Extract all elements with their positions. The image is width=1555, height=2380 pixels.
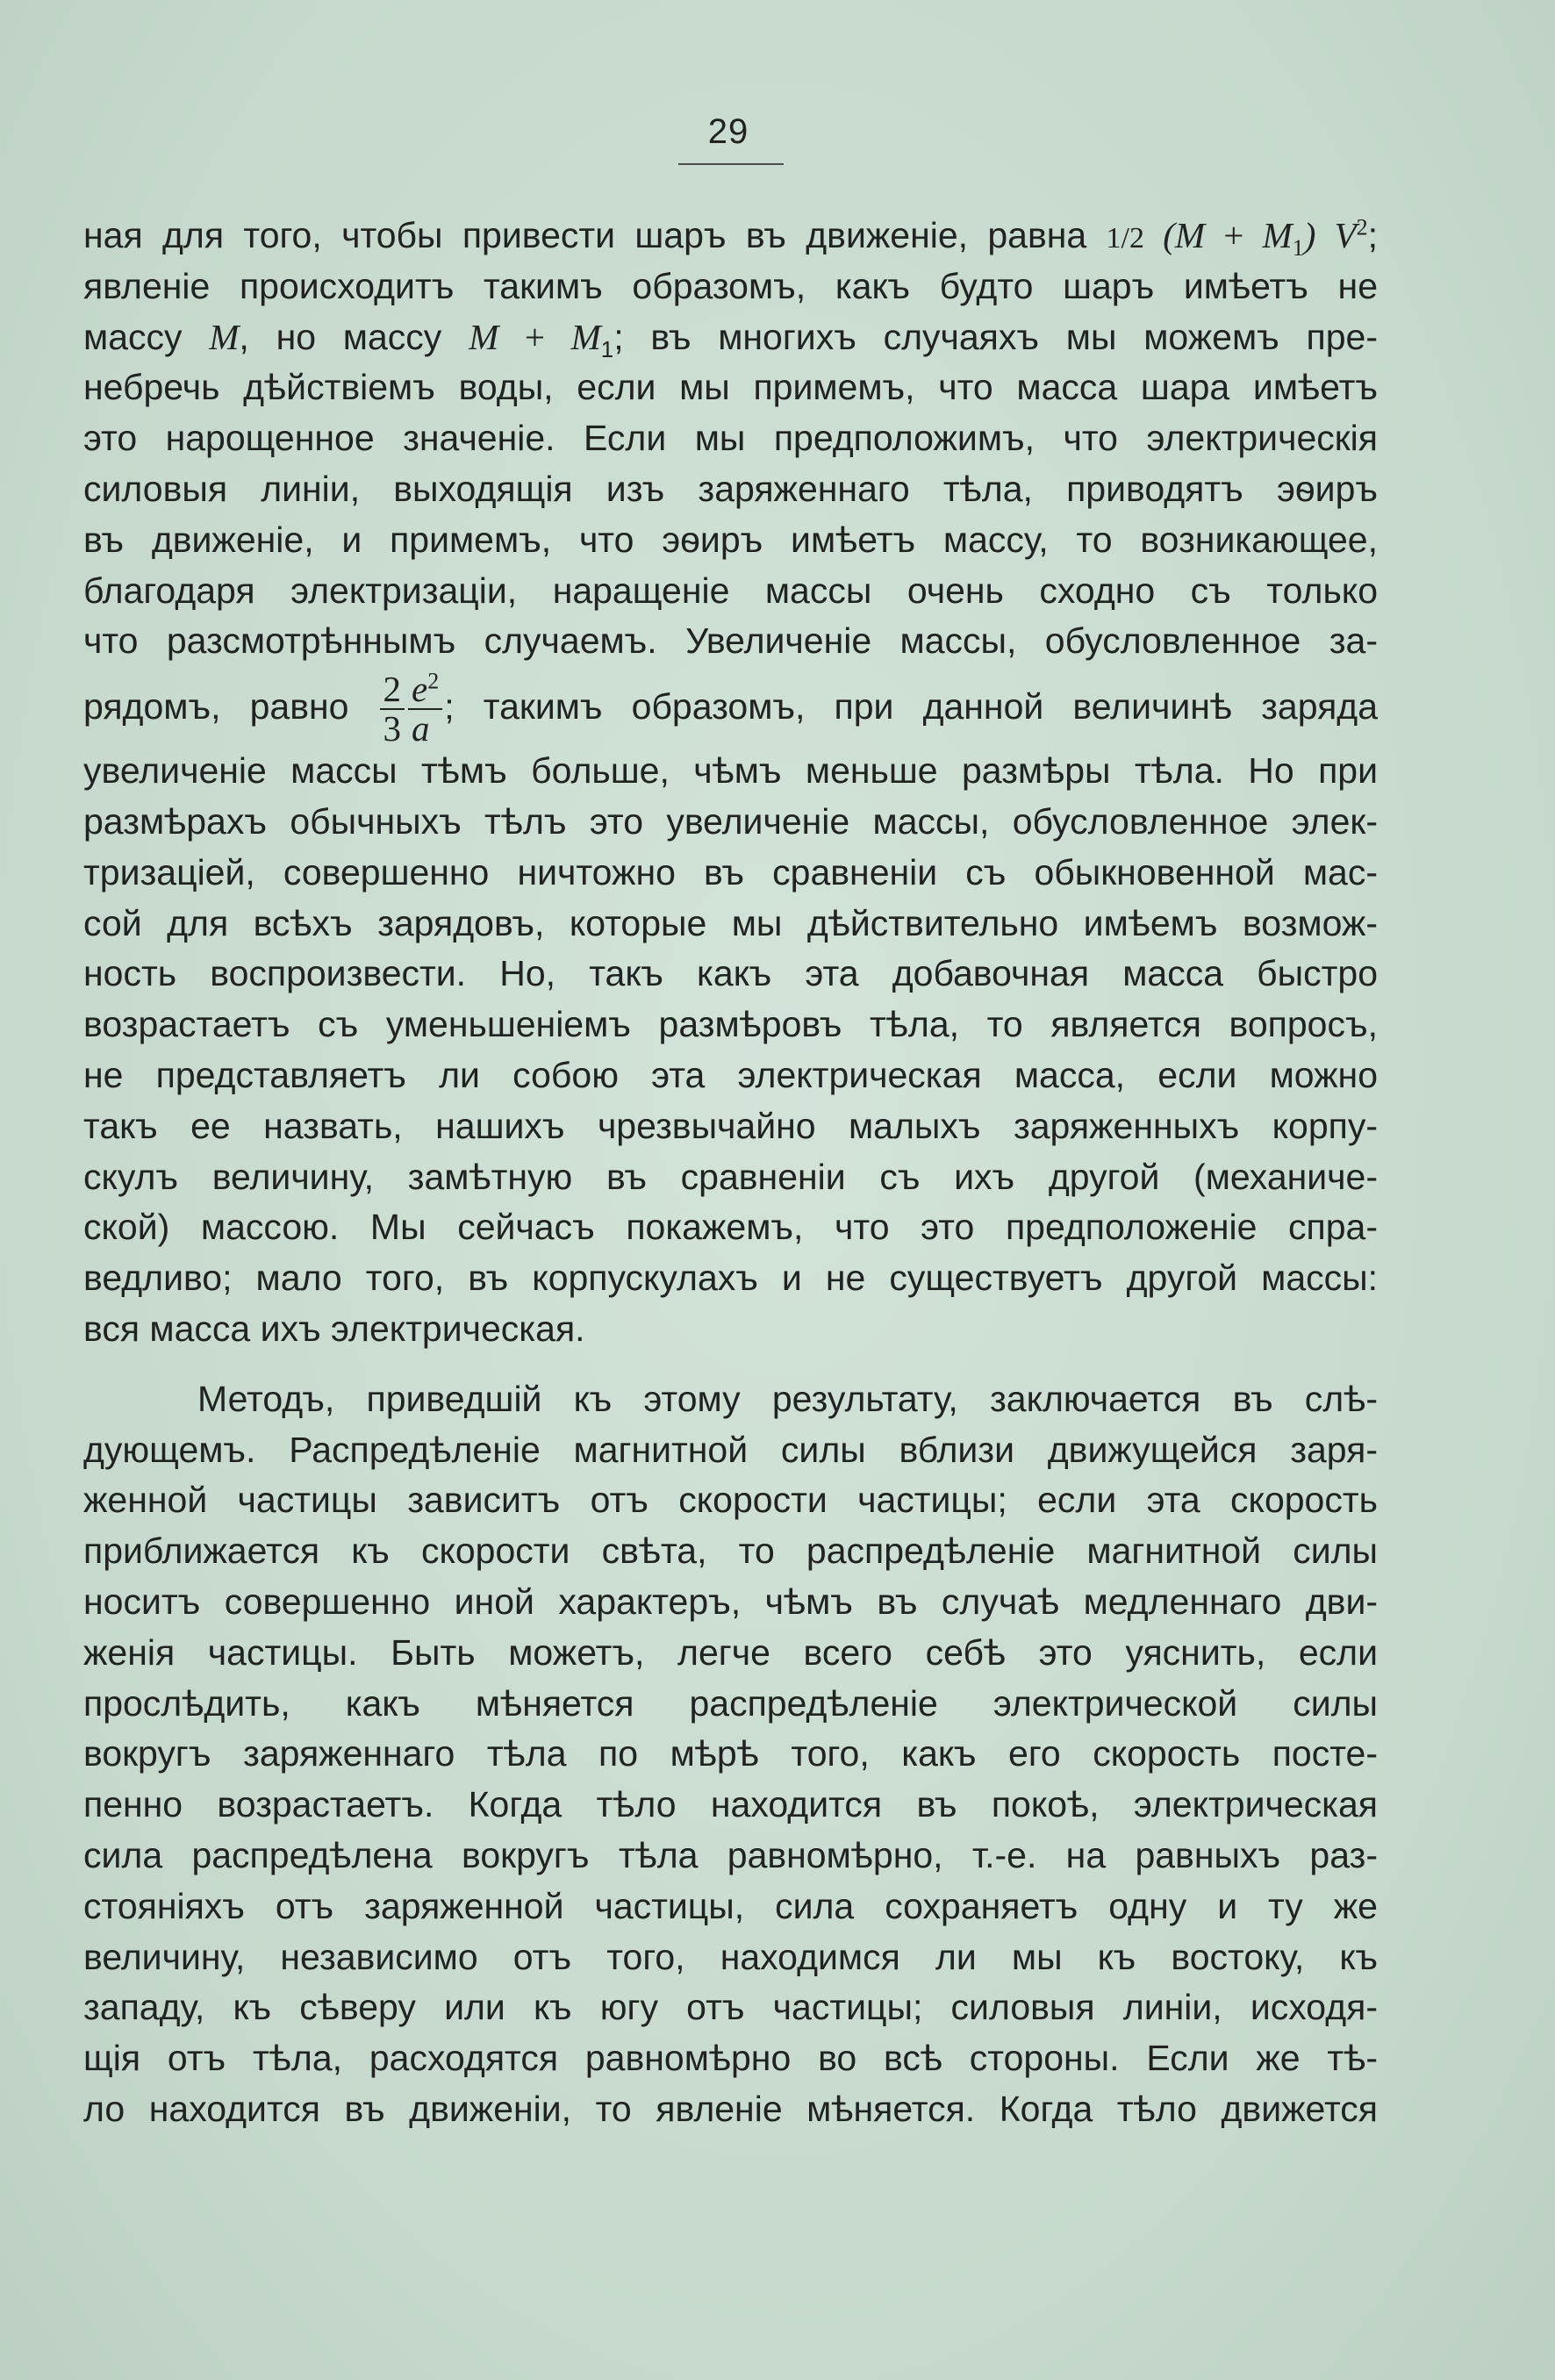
text-line: ло находится въ движенiи, то явленiе мѣняется. Когда тѣло движется	[83, 2088, 1378, 2129]
text-line: величину, независимо отъ того, находимся ли мы къ востоку, къ	[83, 1936, 1378, 1977]
text-line: дующемъ. Распредѣленiе магнитной силы вблизи движущейся заря-	[83, 1429, 1378, 1470]
text-line: такъ ее назвать, нашихъ чрезвычайно малыхъ заряженныхъ корпу-	[83, 1105, 1378, 1146]
text-line: женiя частицы. Быть можетъ, легче всего себѣ это уяснить, если	[83, 1631, 1378, 1673]
text-line: Методъ, приведшiй къ этому результату, заключается въ слѣ-	[197, 1378, 1378, 1419]
text-line: возрастаетъ съ уменьшенiемъ размѣровъ тѣла, то является вопросъ,	[83, 1004, 1378, 1045]
text-line: ской) массою. Мы сейчасъ покажемъ, что это предположенiе спра-	[83, 1207, 1378, 1248]
text-line: увеличенiе массы тѣмъ больше, чѣмъ меньше размѣры тѣла. Но при	[83, 750, 1378, 792]
formula-fraction-e2-over-a: $\frac{e^2}{a}$	[408, 670, 442, 748]
text-line: западу, къ сѣверу или къ югу отъ частицы; силовыя линiи, исходя-	[83, 1987, 1378, 2028]
text-line: пенно возрастаетъ. Когда тѣло находится въ покоѣ, электрическая	[83, 1784, 1378, 1825]
text-line: прослѣдить, какъ мѣняется распредѣленiе электрической силы	[83, 1682, 1378, 1724]
text-line: сой для всѣхъ зарядовъ, которые мы дѣйствительно имѣемъ возмож-	[83, 902, 1378, 943]
body-text	[83, 211, 1378, 2135]
formula-fraction-two-thirds: $\frac{2}{3}$	[380, 670, 405, 748]
text-line: это нарощенное значенiе. Если мы предположимъ, что электрическiя	[83, 418, 1378, 459]
text-line: массу M, но массу $M + M_1$; въ многихъ случаяхъ мы можемъ пре-	[83, 316, 1379, 362]
text-line: женной частицы зависитъ отъ скорости частицы; если эта скорость	[83, 1480, 1378, 1521]
page-number: 29	[707, 112, 749, 151]
text-line: размѣрахъ обычныхъ тѣлъ это увеличенiе массы, обусловленное элек-	[83, 800, 1378, 842]
text-line: ность воспроизвести. Но, такъ какъ эта добавочная масса быстро	[83, 953, 1378, 994]
text-line: ная для того, чтобы привести шаръ въ движенiе, равна 1/2 $(M + M_1)$ $V^2$;	[83, 214, 1379, 262]
text-line: что разсмотрѣннымъ случаемъ. Увеличенiе массы, обусловленное за-	[83, 620, 1378, 662]
text-line: носитъ совершенно иной характеръ, чѣмъ въ случаѣ медленнаго дви-	[83, 1581, 1378, 1622]
text-line: сила распредѣлена вокругъ тѣла равномѣрно, т.-е. на равныхъ раз-	[83, 1834, 1378, 1875]
text-line: вся масса ихъ электрическая.	[83, 1308, 585, 1349]
text-line: явленiе происходитъ такимъ образомъ, какъ будто шаръ имѣетъ не	[83, 265, 1378, 306]
text-line: силовыя линiи, выходящiя изъ заряженнаго тѣла, приводятъ эѳиръ	[83, 468, 1378, 509]
text-line: стоянiяхъ отъ заряженной частицы, сила сохраняетъ одну и ту же	[83, 1885, 1378, 1926]
text-line: ведливо; мало того, въ корпускулахъ и не существуетъ другой массы:	[83, 1258, 1378, 1299]
fraction-half: 1/2	[1106, 222, 1144, 254]
text-line: не представляетъ ли собою эта электрическая масса, если можно	[83, 1054, 1378, 1095]
text-line-with-formula: рядомъ, равно $\frac{2}{3}$ $\frac{e^2}{a}$ ; такимъ образомъ, при данной величинѣ заряда	[83, 668, 1378, 749]
text-line: щiя отъ тѣла, расходятся равномѣрно во всѣ стороны. Если же тѣ-	[83, 2038, 1378, 2079]
text-line: приближается къ скорости свѣта, то распредѣленiе магнитной силы	[83, 1531, 1378, 1572]
text-line: скулъ величину, замѣтную въ сравненiи съ ихъ другой (механиче-	[83, 1156, 1378, 1197]
text-line: въ движенiе, и примемъ, что эѳиръ имѣетъ массу, то возникающее,	[83, 519, 1378, 560]
page-number-rule	[678, 163, 784, 165]
text-line: вокругъ заряженнаго тѣла по мѣрѣ того, какъ его скорость посте-	[83, 1733, 1378, 1774]
text-line: небречь дѣйствiемъ воды, если мы примемъ, что масса шара имѣетъ	[83, 367, 1378, 408]
text-line: тризацiей, совершенно ничтожно въ сравненiи съ обыкновенной мас-	[83, 851, 1378, 892]
paragraph-gap	[83, 1355, 1378, 1374]
text-line: благодаря электризацiи, наращенiе массы очень сходно съ только	[83, 570, 1378, 611]
